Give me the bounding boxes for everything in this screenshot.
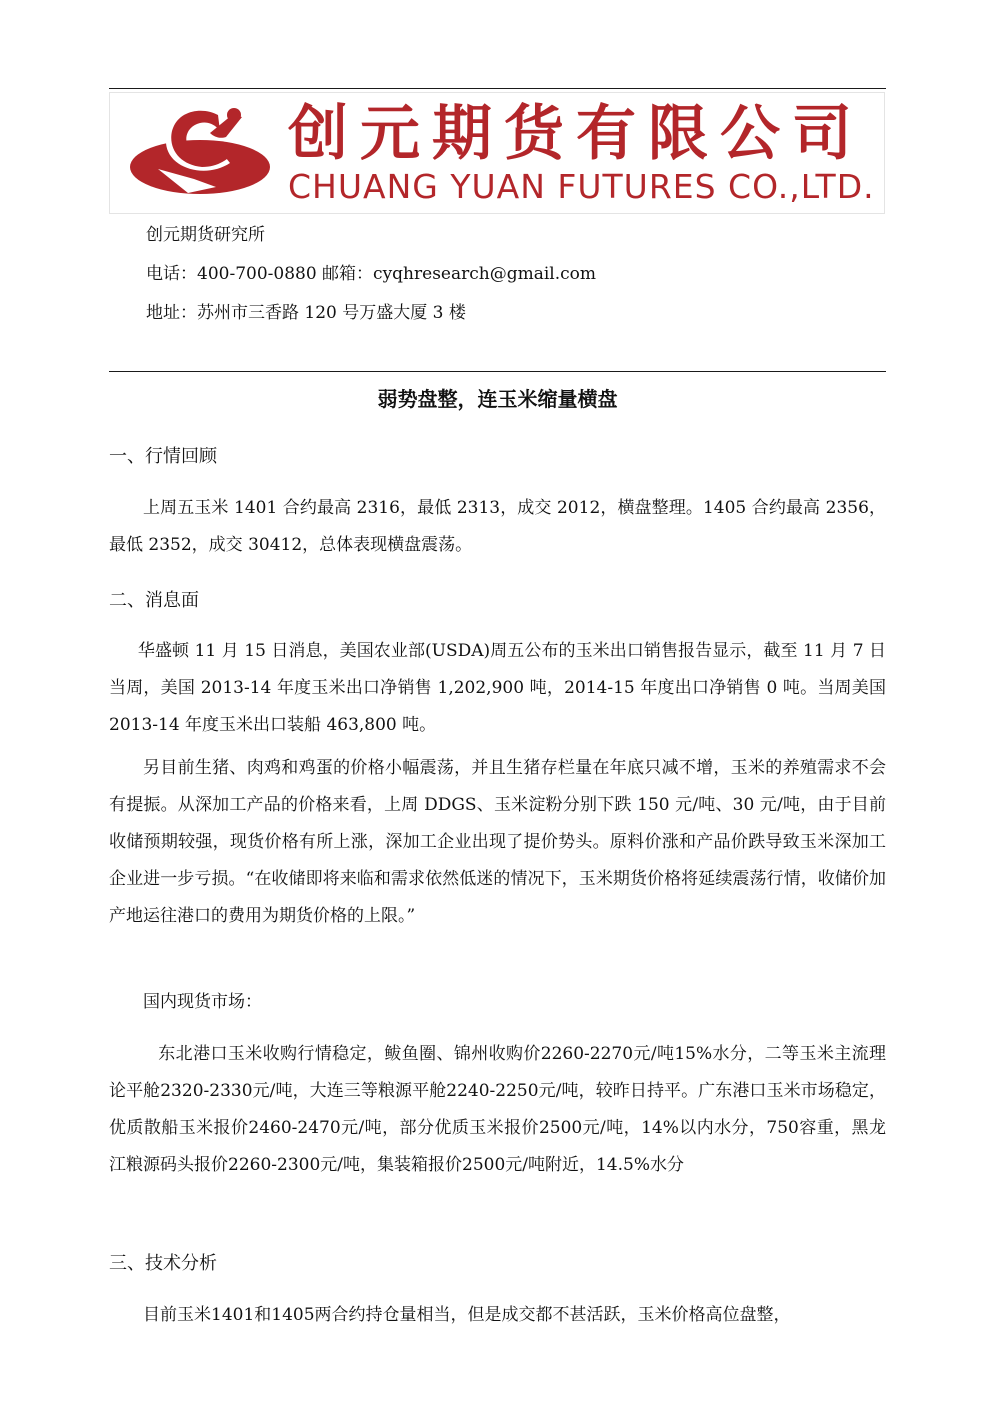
- company-name-en: CHUANG YUAN FUTURES CO.,LTD.: [288, 167, 875, 206]
- company-banner: [109, 92, 885, 214]
- section-heading-review: 一、行情回顾: [109, 446, 217, 467]
- paragraph-review: 上周五玉米 1401 合约最高 2316，最低 2313，成交 2012，横盘整理。1405 合约最高 2356，最低 2352，成交 30412，总体表现横盘震荡。: [109, 498, 886, 555]
- paragraph-demand: 另目前生猪、肉鸡和鸡蛋的价格小幅震荡，并且生猪存栏量在年底只减不增，玉米的养殖需求不会有提振。从深加工产品的价格来看，上周 DDGS、玉米淀粉分别下跌 150 元/吨、30 元/吨，由于目前收储预期较强，现货价格有所上涨，深加工企业出现了提价势头。原料价涨和产品价跌导致玉米深加工企业进一步亏损。“在收储即将来临和需求依然低迷的情况下，玉米期货价格将延续震荡行情，收储价加产地运往港口的费用为期货价格的上限。”: [109, 758, 886, 926]
- address-line: 地址：苏州市三香路 120 号万盛大厦 3 楼: [146, 303, 466, 323]
- paragraph-spot-label: 国内现货市场：: [143, 992, 262, 1012]
- company-name-cn: 创元期货有限公司: [288, 99, 864, 169]
- paragraph-spot-market: 东北港口玉米收购行情稳定，鲅鱼圈、锦州收购价2260-2270元/吨15%水分，二等玉米主流理论平舱2320-2330元/吨，大连三等粮源平舱2240-2250元/吨，较昨日持平。广东港口玉米市场稳定，优质散船玉米报价2460-2470元/吨，部分优质玉米报价2500元/吨，14%以内水分，750容重，黑龙江粮源码头报价2260-2300元/吨，集装箱报价2500元/吨附近，14.5%水分: [109, 1044, 886, 1175]
- company-logo-icon: [118, 101, 278, 205]
- section-heading-news: 二、消息面: [109, 590, 199, 611]
- paragraph-technical: 目前玉米1401和1405两合约持仓量相当，但是成交都不甚活跃，玉米价格高位盘整，: [143, 1305, 791, 1325]
- research-institute: 创元期货研究所: [146, 225, 265, 245]
- section-heading-technical: 三、技术分析: [109, 1253, 217, 1274]
- paragraph-usda: 华盛顿 11 月 15 日消息，美国农业部(USDA)周五公布的玉米出口销售报告显示，截至 11 月 7 日当周，美国 2013-14 年度玉米出口净销售 1,202,900 吨，2014-15 年度出口净销售 0 吨。当周美国 2013-14 年度玉米出口装船 463,800 吨。: [109, 641, 886, 735]
- contact-line: 电话：400-700-0880 邮箱：cyqhresearch@gmail.com: [146, 264, 597, 284]
- header-divider: [109, 371, 886, 372]
- top-rule: [109, 88, 886, 89]
- article-title: 弱势盘整，连玉米缩量横盘: [377, 387, 618, 411]
